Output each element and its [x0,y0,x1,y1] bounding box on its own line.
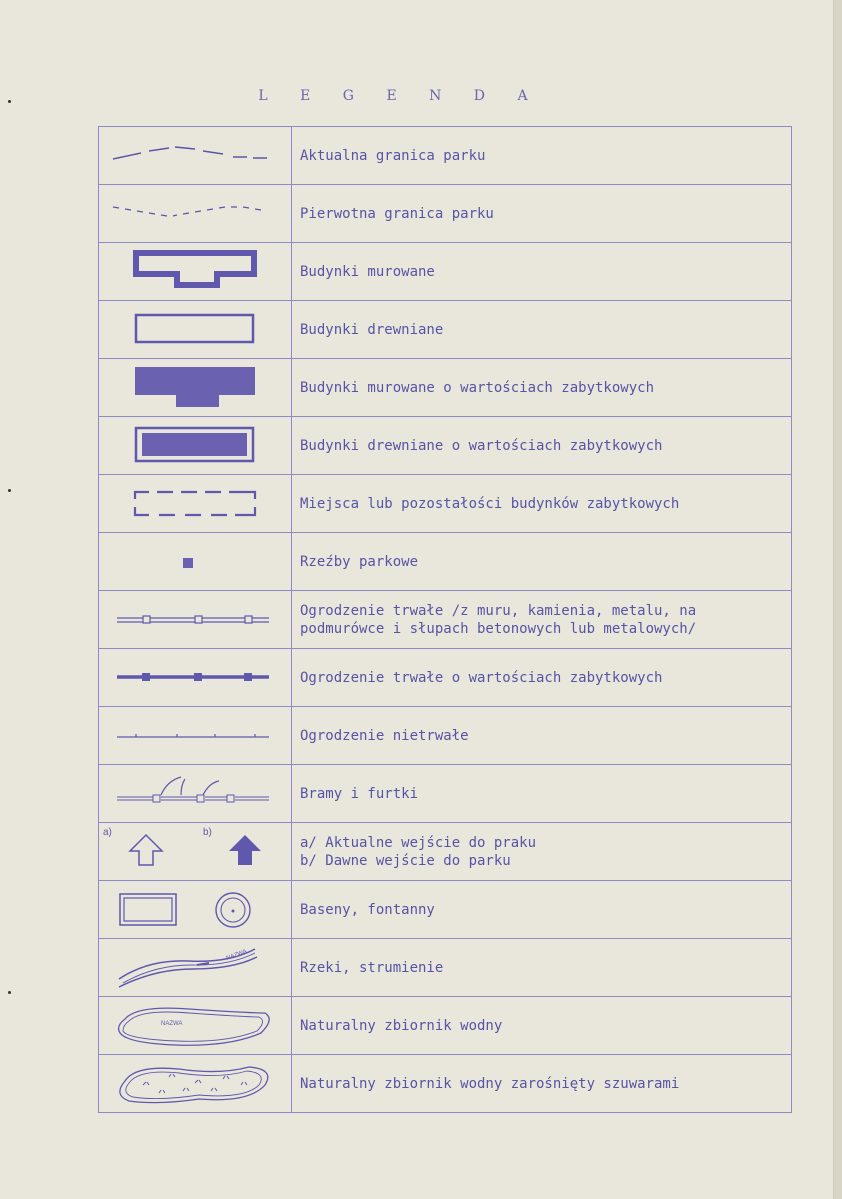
legend-label: Ogrodzenie trwałe /z muru, kamienia, metalu, na podmurówce i słupach betonowych lub metalowych/ [292,591,792,649]
entrance-arrows-icon [99,823,292,881]
legend-label: Budynki murowane o wartościach zabytkowych [292,359,792,417]
label-a: a) [103,827,112,838]
wooden-building-icon [99,301,292,359]
legend-row [99,1055,792,1113]
historic-masonry-building-icon [99,359,292,417]
legend-table [98,126,792,1113]
punch-mark [8,991,11,994]
legend-row [99,649,792,707]
legend-row [99,127,792,185]
gate-icon [99,765,292,823]
punch-mark [8,489,11,492]
permanent-fence-icon [99,591,292,649]
pool-fountain-icon [99,881,292,939]
natural-pond-icon [99,997,292,1055]
river-name-label: NAZWA [225,948,248,962]
legend-label: Budynki drewniane o wartościach zabytkowych [292,417,792,475]
legend-label: Ogrodzenie nietrwałe [292,707,792,765]
legend-row [99,475,792,533]
river-icon [99,939,292,997]
legend-row [99,185,792,243]
historic-wooden-building-icon [99,417,292,475]
legend-label: Baseny, fontanny [292,881,792,939]
park-sculpture-icon [99,533,292,591]
reed-pond-icon [99,1055,292,1113]
legend-label: Pierwotna granica parku [292,185,792,243]
legend-row [99,881,792,939]
legend-label: a/ Aktualne wejście do praku b/ Dawne wejście do parku [292,823,792,881]
historic-fence-icon [99,649,292,707]
legend-row [99,823,792,881]
legend-label: Budynki drewniane [292,301,792,359]
temporary-fence-icon [99,707,292,765]
legend-label: Aktualna granica parku [292,127,792,185]
legend-row [99,939,792,997]
legend-row [99,533,792,591]
legend-row [99,765,792,823]
current-boundary-line-icon [99,127,292,185]
legend-label: Budynki murowane [292,243,792,301]
legend-row [99,243,792,301]
legend-label: Rzeźby parkowe [292,533,792,591]
historic-building-remains-icon [99,475,292,533]
legend-row [99,707,792,765]
masonry-building-icon [99,243,292,301]
pond-name-label: NAZWA [161,1021,183,1027]
legend-label: Bramy i furtki [292,765,792,823]
legend-row [99,997,792,1055]
legend-label: Miejsca lub pozostałości budynków zabytkowych [292,475,792,533]
legend-row [99,359,792,417]
legend-label: Rzeki, strumienie [292,939,792,997]
legend-label: Naturalny zbiornik wodny zarośnięty szuwarami [292,1055,792,1113]
page-edge [833,0,842,1199]
legend-label: Naturalny zbiornik wodny [292,997,792,1055]
legend-row [99,417,792,475]
legend-row [99,591,792,649]
legend-row [99,301,792,359]
page-title: L E G E N D A [258,88,542,104]
legend-label: Ogrodzenie trwałe o wartościach zabytkowych [292,649,792,707]
label-b: b) [203,827,212,838]
original-boundary-line-icon [99,185,292,243]
